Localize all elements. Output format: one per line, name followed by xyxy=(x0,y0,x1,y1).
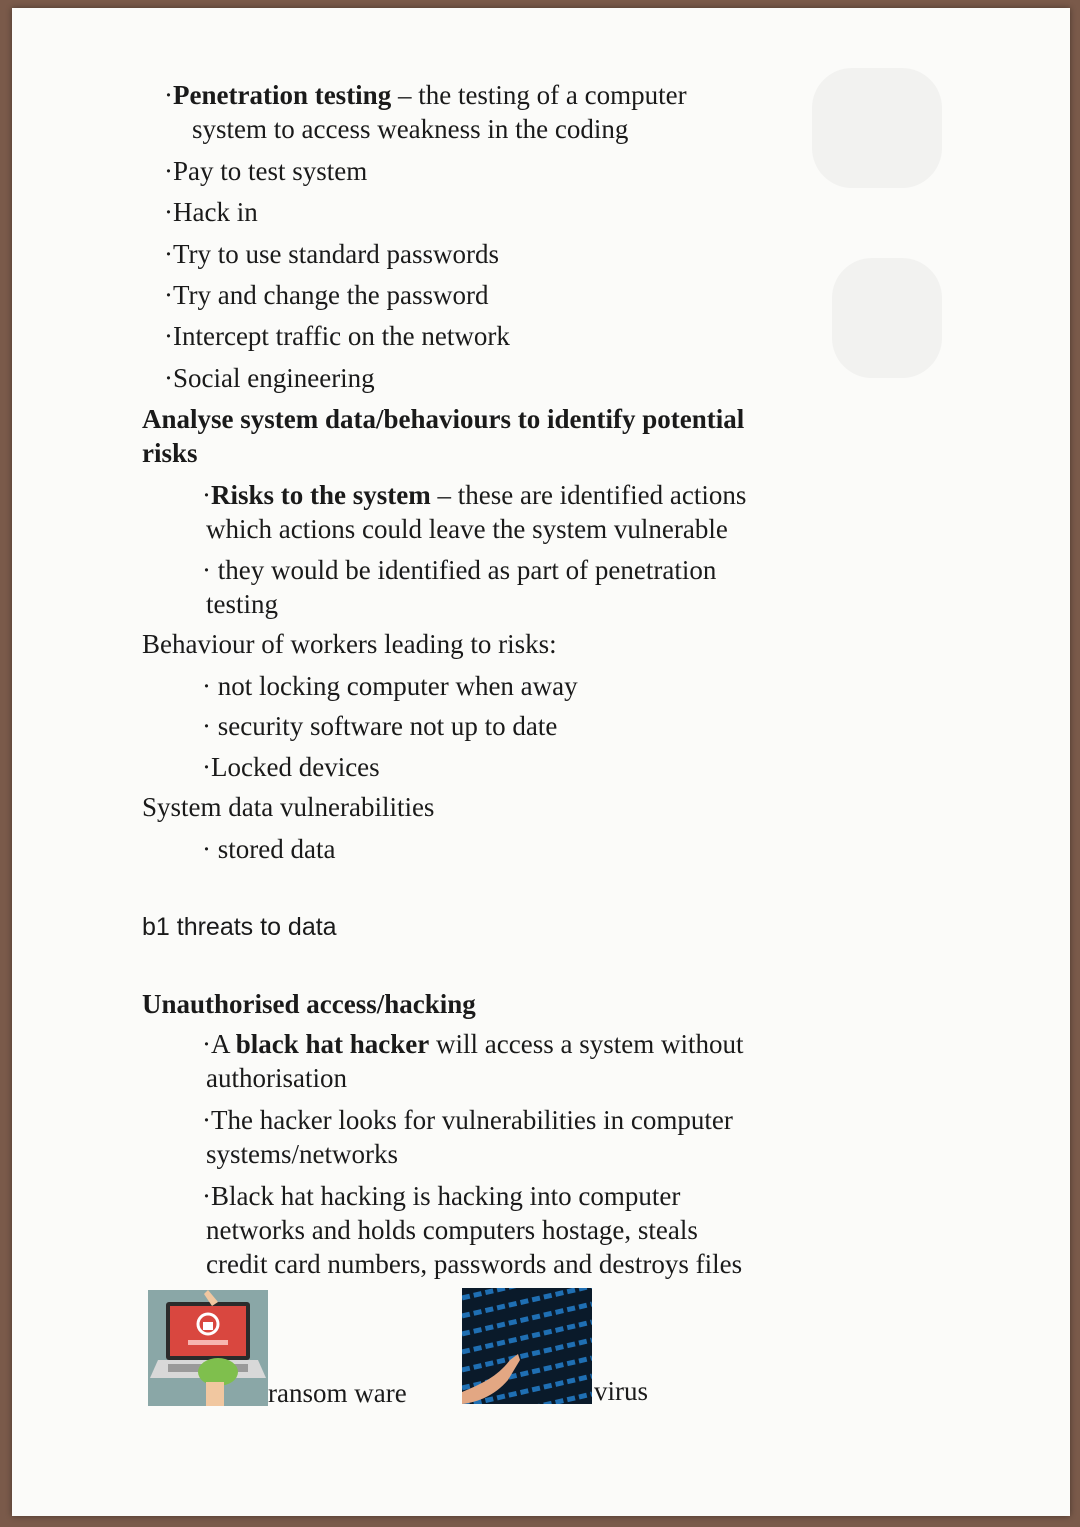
behaviour-bullet: · not locking computer when away xyxy=(202,671,578,701)
pentest-bullet: ·Social engineering xyxy=(164,363,375,393)
bullet: · xyxy=(202,480,211,510)
virus-image xyxy=(462,1288,592,1404)
unauthorised-bullet2-line1: ·The hacker looks for vulnerabilities in computer xyxy=(202,1105,733,1135)
pentest-bullet: ·Try to use standard passwords xyxy=(164,239,499,269)
pentest-bullet: ·Hack in xyxy=(164,197,258,227)
pentest-bullet: ·Intercept traffic on the network xyxy=(164,321,510,351)
black-hat-term: black hat hacker xyxy=(235,1029,430,1059)
virus-caption: virus xyxy=(594,1376,648,1406)
risks-term: Risks to the system xyxy=(211,480,431,510)
behaviour-bullet: ·Locked devices xyxy=(202,752,380,782)
pentest-bullet: ·Try and change the password xyxy=(164,280,489,310)
pentest-bullet: ·Pay to test system xyxy=(164,156,368,186)
analyse-heading-line2: risks xyxy=(142,438,198,468)
unauthorised-bullet3-line3: credit card numbers, passwords and destroys files xyxy=(206,1249,743,1279)
ransomware-illustration xyxy=(148,1290,268,1406)
threats-heading: b1 threats to data xyxy=(142,913,337,941)
ransomware-image xyxy=(148,1290,268,1406)
system-data-bullet: · stored data xyxy=(202,834,336,864)
unauthorised-bullet1-line1: ·A black hat hacker will access a system without xyxy=(202,1029,744,1059)
unauthorised-bullet3-line1: ·Black hat hacking is hacking into computer xyxy=(202,1181,681,1211)
pentest-term: Penetration testing xyxy=(173,80,392,110)
unauthorised-bullet2-line2: systems/networks xyxy=(206,1139,398,1169)
pentest-definition-line2: system to access weakness in the coding xyxy=(192,114,629,144)
virus-illustration xyxy=(462,1288,592,1404)
behaviour-bullet: · security software not up to date xyxy=(202,711,558,741)
bleed-through-shadow xyxy=(812,68,942,188)
bleed-through-shadow xyxy=(832,258,942,378)
bullet: · xyxy=(164,80,173,110)
behaviour-heading: Behaviour of workers leading to risks: xyxy=(142,629,557,659)
unauthorised-heading: Unauthorised access/hacking xyxy=(142,989,476,1019)
identified-line2: testing xyxy=(206,589,278,619)
risks-line2: which actions could leave the system vulnerable xyxy=(206,514,728,544)
system-data-heading: System data vulnerabilities xyxy=(142,792,435,822)
document-page xyxy=(12,8,1070,1516)
pentest-definition: – the testing of a computer xyxy=(391,80,687,110)
pentest-definition-line1 xyxy=(164,78,687,112)
identified-line1: · they would be identified as part of penetration xyxy=(202,555,717,585)
risks-line1: ·Risks to the system – these are identified actions xyxy=(202,480,747,510)
unauthorised-bullet1-line2: authorisation xyxy=(206,1063,347,1093)
ransomware-caption: ransom ware xyxy=(268,1378,407,1408)
unauthorised-bullet3-line2: networks and holds computers hostage, steals xyxy=(206,1215,698,1245)
analyse-heading-line1: Analyse system data/behaviours to identify potential xyxy=(142,404,745,434)
